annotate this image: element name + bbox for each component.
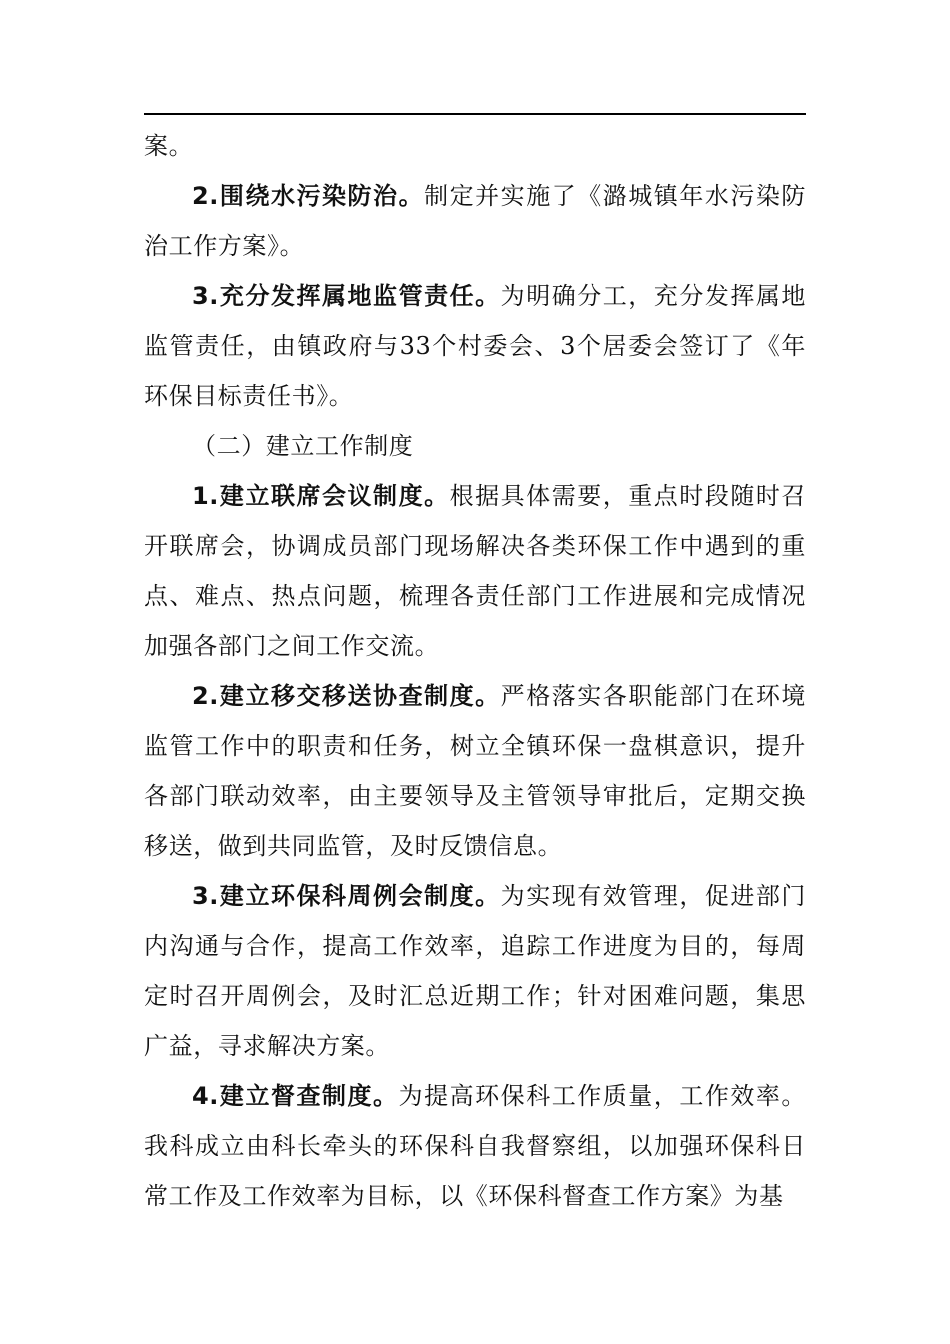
paragraph-water-pollution <box>144 171 806 271</box>
paragraph-text: 为明确分工，充分发挥属地监管责任，由镇政府与33个村委会、3个居委会签订了《年环保目标责任书》。 <box>144 282 806 410</box>
paragraph-text: 案。 <box>144 132 194 160</box>
paragraph-lead: 4.建立督查制度。 <box>192 1082 399 1110</box>
paragraph-transfer-investigation <box>144 671 806 871</box>
paragraph-lead: 3.充分发挥属地监管责任。 <box>192 282 501 310</box>
paragraph-lead: 2.建立移交移送协查制度。 <box>192 682 501 710</box>
paragraph-weekly-meeting <box>144 871 806 1071</box>
paragraph-text: 根据具体需要，重点时段随时召开联席会，协调成员部门现场解决各类环保工作中遇到的重点、难点、热点问题，梳理各责任部门工作进展和完成情况加强各部门之间工作交流。 <box>144 482 806 660</box>
paragraph-lead: 1.建立联席会议制度。 <box>192 482 450 510</box>
paragraph-text: 为实现有效管理，促进部门内沟通与合作，提高工作效率，追踪工作进度为目的，每周定时召开周例会，及时汇总近期工作；针对困难问题，集思广益，寻求解决方案。 <box>144 882 806 1060</box>
paragraph-text: 制定并实施了《潞城镇年水污染防治工作方案》。 <box>144 182 806 260</box>
section-heading <box>144 421 806 471</box>
paragraph-supervision-system <box>144 1071 806 1221</box>
paragraph-territorial-supervision <box>144 271 806 421</box>
paragraph-joint-meeting <box>144 471 806 671</box>
paragraph-continuation <box>144 121 806 171</box>
paragraph-text: 为提高环保科工作质量，工作效率。我科成立由科长牵头的环保科自我督察组，以加强环保科日常工作及工作效率为目标，以《环保科督查工作方案》为基 <box>144 1082 807 1210</box>
header-rule <box>144 113 806 115</box>
document-body <box>144 121 806 1221</box>
paragraph-text: 严格落实各职能部门在环境监管工作中的职责和任务，树立全镇环保一盘棋意识，提升各部门联动效率，由主要领导及主管领导审批后，定期交换移送，做到共同监管，及时反馈信息。 <box>144 682 806 860</box>
paragraph-lead: 2.围绕水污染防治。 <box>192 182 425 210</box>
section-heading-text: （二）建立工作制度 <box>192 432 414 460</box>
paragraph-lead: 3.建立环保科周例会制度。 <box>192 882 501 910</box>
